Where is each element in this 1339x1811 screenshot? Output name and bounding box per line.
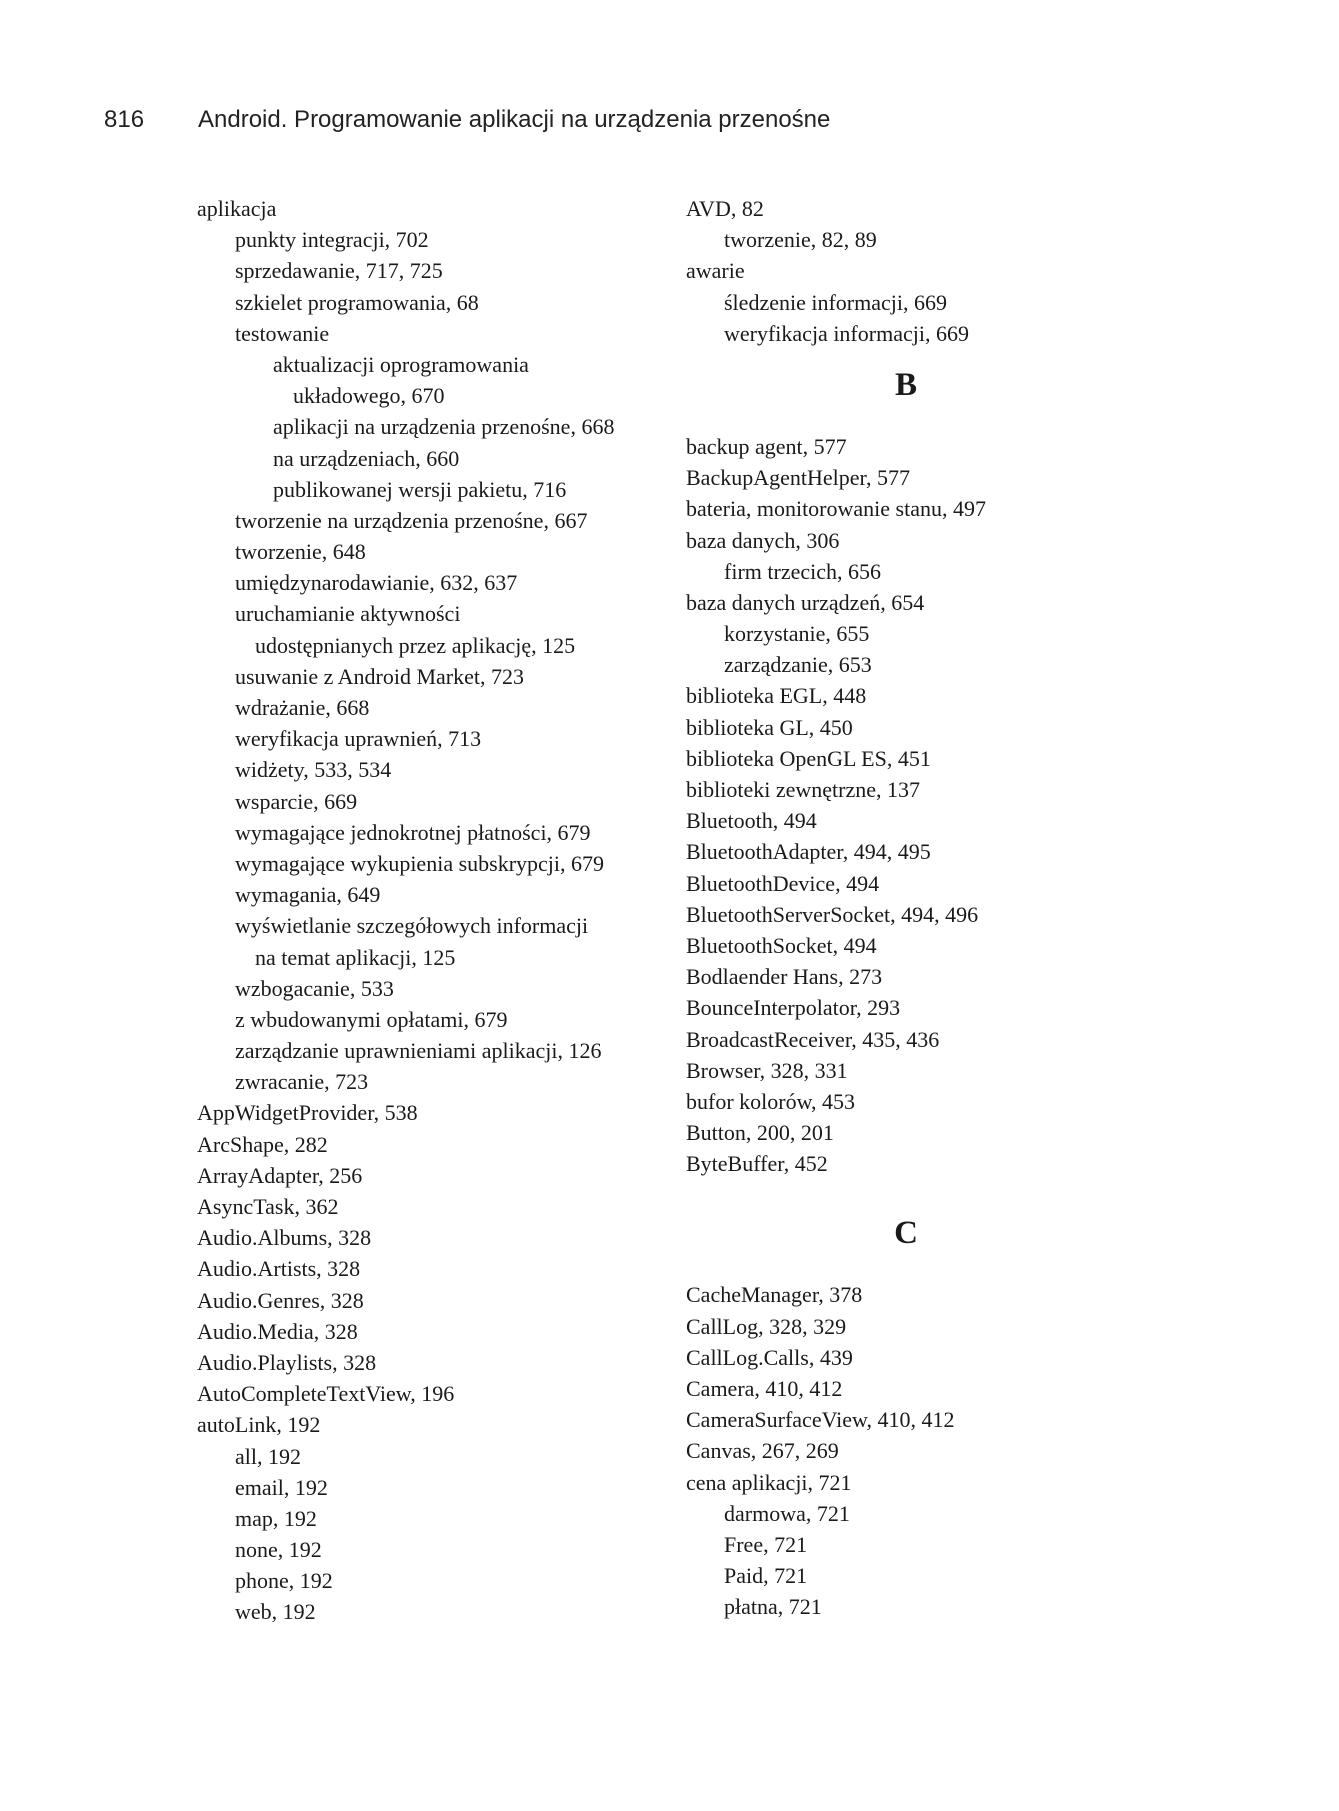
index-subentry: email, 192 — [235, 1474, 328, 1500]
index-subentry: uruchamianie aktywności — [235, 601, 461, 627]
index-subentry: wymagające wykupienia subskrypcji, 679 — [235, 850, 605, 876]
index-subentry: korzystanie, 655 — [724, 621, 870, 647]
index-subentry: darmowa, 721 — [724, 1500, 850, 1526]
index-subentry: zarządzanie uprawnieniami aplikacji, 126 — [235, 1038, 602, 1064]
index-entry: Bodlaender Hans, 273 — [686, 964, 883, 990]
index-entry: AVD, 82 — [686, 196, 764, 221]
index-entry: BounceInterpolator, 293 — [686, 995, 901, 1021]
index-entry: CameraSurfaceView, 410, 412 — [686, 1407, 955, 1433]
index-entry: baza danych, 306 — [686, 527, 840, 553]
index-entry: Audio.Albums, 328 — [197, 1225, 372, 1251]
index-subentry: phone, 192 — [235, 1568, 333, 1594]
index-subentry: widżety, 533, 534 — [235, 757, 392, 783]
index-subentry: śledzenie informacji, 669 — [724, 289, 947, 315]
index-subentry: firm trzecich, 656 — [724, 558, 881, 584]
index-entry: autoLink, 192 — [197, 1412, 321, 1438]
index-subentry: weryfikacja informacji, 669 — [724, 320, 969, 346]
index-subentry: wymagające jednokrotnej płatności, 679 — [235, 819, 591, 845]
index-section-c — [686, 1279, 1246, 1622]
index-entry: CacheManager, 378 — [686, 1282, 863, 1308]
index-subentry: szkielet programowania, 68 — [235, 289, 479, 315]
page-number: 816 — [104, 106, 145, 133]
index-subentry: zwracanie, 723 — [235, 1069, 369, 1095]
index-subentry: tworzenie na urządzenia przenośne, 667 — [235, 507, 588, 533]
index-entry: Audio.Genres, 328 — [197, 1287, 364, 1313]
index-entry: biblioteka EGL, 448 — [686, 683, 867, 709]
index-subentry: z wbudowanymi opłatami, 679 — [235, 1006, 508, 1032]
index-entry: Audio.Playlists, 328 — [197, 1349, 377, 1375]
index-subentry: all, 192 — [235, 1443, 301, 1469]
index-entry: BroadcastReceiver, 435, 436 — [686, 1026, 940, 1052]
section-letter-b: B — [894, 366, 917, 403]
index-subentry: aktualizacji oprogramowania — [273, 351, 529, 377]
index-entry: BluetoothDevice, 494 — [686, 870, 880, 896]
index-subentry: none, 192 — [235, 1537, 322, 1563]
index-entry: Bluetooth, 494 — [686, 808, 817, 834]
index-section-b — [686, 431, 1246, 1180]
index-entry: Button, 200, 201 — [686, 1120, 834, 1146]
index-subentry: aplikacji na urządzenia przenośne, 668 — [273, 414, 615, 440]
index-subentry: wyświetlanie szczegółowych informacji — [235, 913, 589, 939]
index-column-left — [197, 193, 667, 1628]
index-group-a-continued — [686, 193, 1246, 349]
index-entry: CallLog, 328, 329 — [686, 1313, 847, 1339]
index-subentry: map, 192 — [235, 1505, 317, 1531]
book-title: Android. Programowanie aplikacji na urządzenia przenośne — [198, 106, 831, 133]
index-subentry: płatna, 721 — [724, 1594, 822, 1620]
index-entry: Canvas, 267, 269 — [686, 1438, 839, 1464]
index-subentry: web, 192 — [235, 1599, 316, 1625]
index-entry: BluetoothSocket, 494 — [686, 932, 877, 958]
index-entry: backup agent, 577 — [686, 433, 847, 459]
index-entry: Audio.Media, 328 — [197, 1318, 358, 1344]
index-subentry: sprzedawanie, 717, 725 — [235, 258, 443, 284]
index-entry: biblioteka OpenGL ES, 451 — [686, 745, 931, 771]
index-entry: bateria, monitorowanie stanu, 497 — [686, 496, 986, 522]
index-entry: awarie — [686, 258, 745, 284]
index-subentry: tworzenie, 82, 89 — [724, 227, 877, 253]
index-subentry: udostępnianych przez aplikację, 125 — [255, 632, 576, 658]
index-entry: aplikacja — [197, 196, 277, 221]
index-subentry: na urządzeniach, 660 — [273, 445, 460, 471]
section-letter-c: C — [894, 1215, 918, 1252]
index-entry: AutoCompleteTextView, 196 — [197, 1381, 455, 1407]
index-entry: CallLog.Calls, 439 — [686, 1344, 853, 1370]
index-entry: ArcShape, 282 — [197, 1131, 328, 1157]
index-entry: AsyncTask, 362 — [197, 1194, 339, 1219]
index-subentry: publikowanej wersji pakietu, 716 — [273, 476, 567, 502]
index-subentry: Paid, 721 — [724, 1563, 808, 1589]
index-entry: biblioteka GL, 450 — [686, 714, 853, 740]
index-entry: cena aplikacji, 721 — [686, 1469, 852, 1495]
index-entry: BackupAgentHelper, 577 — [686, 465, 910, 491]
index-subentry: układowego, 670 — [293, 383, 445, 409]
index-entry: AppWidgetProvider, 538 — [197, 1100, 418, 1126]
index-column-right — [686, 193, 1246, 1623]
index-subentry: usuwanie z Android Market, 723 — [235, 663, 524, 689]
index-entry: BluetoothAdapter, 494, 495 — [686, 839, 931, 865]
running-head — [104, 106, 1259, 134]
index-subentry: tworzenie, 648 — [235, 539, 366, 565]
index-entry: ArrayAdapter, 256 — [197, 1162, 363, 1188]
index-entry: biblioteki zewnętrzne, 137 — [686, 777, 920, 802]
index-subentry: Free, 721 — [724, 1531, 808, 1557]
index-subentry: wzbogacanie, 533 — [235, 975, 394, 1001]
index-subentry: zarządzanie, 653 — [724, 652, 872, 678]
index-subentry: weryfikacja uprawnień, 713 — [235, 726, 482, 752]
index-subentry: na temat aplikacji, 125 — [255, 944, 456, 970]
index-entry: baza danych urządzeń, 654 — [686, 589, 925, 615]
index-subentry: wymagania, 649 — [235, 882, 381, 908]
index-subentry: testowanie — [235, 320, 330, 346]
index-subentry: wdrażanie, 668 — [235, 695, 370, 720]
index-subentry: wsparcie, 669 — [235, 788, 358, 814]
index-subentry: punkty integracji, 702 — [235, 227, 429, 253]
index-entry: Audio.Artists, 328 — [197, 1256, 361, 1282]
index-entry: Browser, 328, 331 — [686, 1057, 848, 1083]
index-entry: bufor kolorów, 453 — [686, 1088, 856, 1114]
index-entry: BluetoothServerSocket, 494, 496 — [686, 901, 979, 927]
index-entry: ByteBuffer, 452 — [686, 1151, 828, 1177]
index-entry: Camera, 410, 412 — [686, 1376, 843, 1401]
index-subentry: umiędzynarodawianie, 632, 637 — [235, 570, 518, 596]
